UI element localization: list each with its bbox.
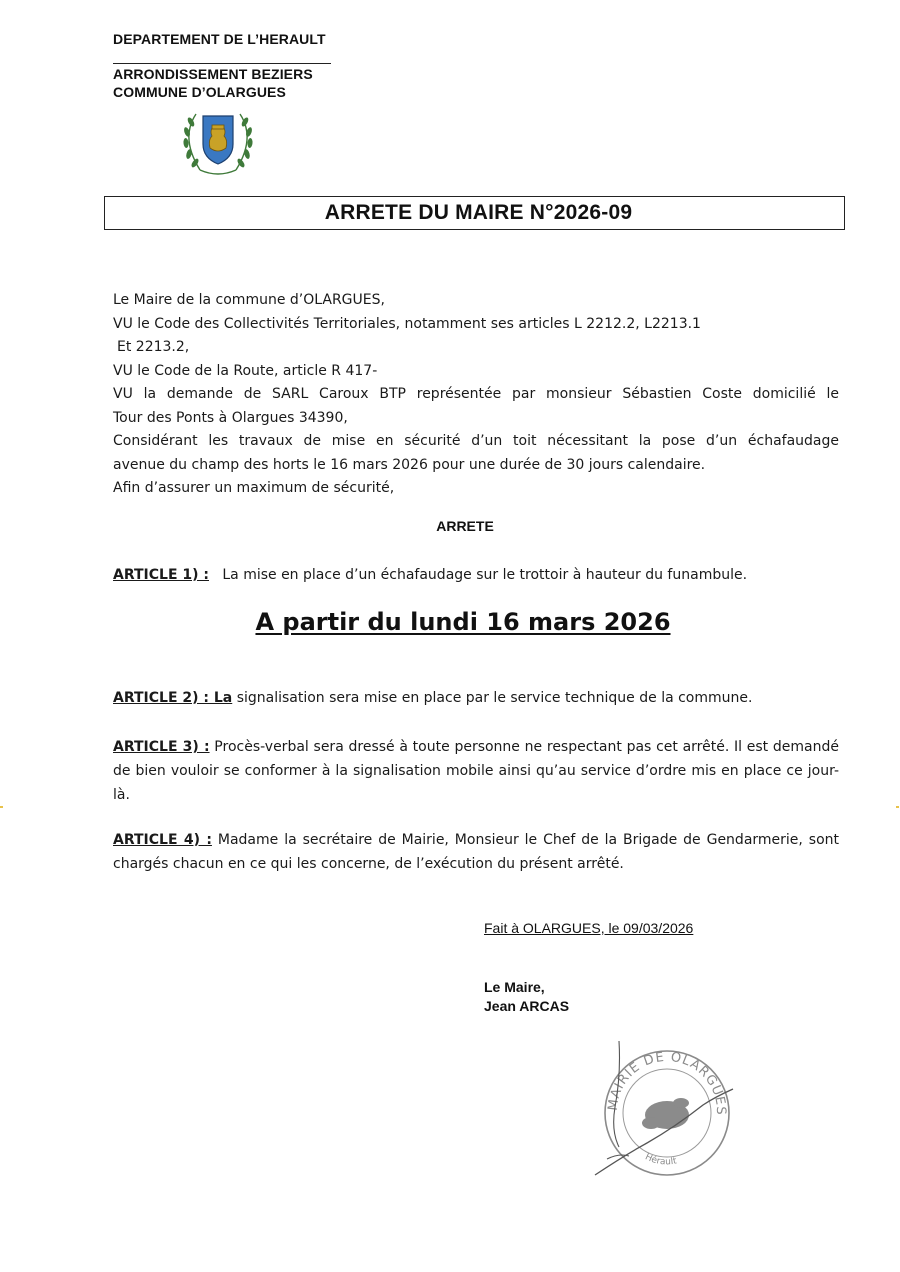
article-2-label: ARTICLE 2) : La bbox=[113, 690, 233, 706]
stamp-ring-text: MAIRIE DE OLARGUES bbox=[605, 1049, 729, 1116]
decision-heading: ARRETE bbox=[436, 518, 494, 534]
commune-header: COMMUNE D’OLARGUES bbox=[113, 84, 286, 100]
preamble-line: Le Maire de la commune d’OLARGUES, bbox=[113, 292, 385, 308]
article-3-label: ARTICLE 3) : bbox=[113, 739, 210, 755]
preamble-line: VU le Code de la Route, article R 417- bbox=[113, 362, 378, 379]
article-2 bbox=[113, 686, 839, 710]
mairie-stamp-icon bbox=[585, 1035, 745, 1180]
department-header: DEPARTEMENT DE L’HERAULT bbox=[113, 31, 326, 47]
preamble-line: Et 2213.2, bbox=[117, 339, 190, 355]
signatory-title: Le Maire, bbox=[484, 979, 545, 995]
preamble-line: avenue du champ des horts le 16 mars 2026 pour une durée de 30 jours calendaire. bbox=[113, 456, 706, 473]
article-3 bbox=[113, 735, 839, 807]
article-4-text: Madame la secrétaire de Mairie, Monsieur le Chef de la Brigade de Gendarmerie, sont chargés chacun en ce qui les concerne, de l’exécution du présent arrêté. bbox=[113, 832, 840, 872]
article-1-label: ARTICLE 1) : bbox=[113, 567, 209, 583]
coat-of-arms-icon bbox=[174, 108, 262, 178]
start-date-text: A partir du lundi 16 mars 2026 bbox=[255, 608, 671, 636]
preamble bbox=[113, 289, 839, 501]
article-1-text: La mise en place d’un échafaudage sur le trottoir à hauteur du funambule. bbox=[222, 567, 748, 583]
header-divider bbox=[113, 63, 331, 64]
article-2-text: signalisation sera mise en place par le service technique de la commune. bbox=[236, 690, 753, 706]
preamble-line: Tour des Ponts à Olargues 34390, bbox=[113, 409, 348, 426]
preamble-line: VU le Code des Collectivités Territoriales, notamment ses articles L 2212.2, L2213.1 bbox=[113, 315, 701, 332]
article-3-text: Procès-verbal sera dressé à toute personne ne respectant pas cet arrêté. Il est demandé de bien vouloir se conformer à la signalisation mobile ainsi qu’au service d’ordre mis en place ce jour-là. bbox=[113, 739, 839, 803]
decree-title-box bbox=[104, 196, 845, 230]
article-4-label: ARTICLE 4) : bbox=[113, 832, 212, 848]
article-1 bbox=[113, 563, 839, 587]
margin-mark bbox=[896, 806, 899, 808]
start-date-banner bbox=[0, 608, 900, 636]
article-4 bbox=[113, 828, 839, 876]
svg-text:Hérault bbox=[643, 1152, 678, 1167]
arrondissement-header: ARRONDISSEMENT BEZIERS bbox=[113, 66, 313, 82]
margin-mark bbox=[0, 806, 3, 808]
preamble-line: VU la demande de SARL Caroux BTP représentée par monsieur Sébastien Coste domicilié le bbox=[113, 386, 839, 402]
preamble-line: Afin d’assurer un maximum de sécurité, bbox=[113, 480, 395, 496]
decree-title: ARRETE DU MAIRE N°2026-09 bbox=[324, 201, 633, 224]
place-and-date: Fait à OLARGUES, le 09/03/2026 bbox=[484, 920, 694, 936]
stamp-bottom-text: Hérault bbox=[643, 1152, 678, 1168]
preamble-line: Considérant les travaux de mise en sécurité d’un toit nécessitant la pose d’un échafaudage bbox=[113, 433, 839, 449]
signatory-name: Jean ARCAS bbox=[484, 998, 570, 1014]
